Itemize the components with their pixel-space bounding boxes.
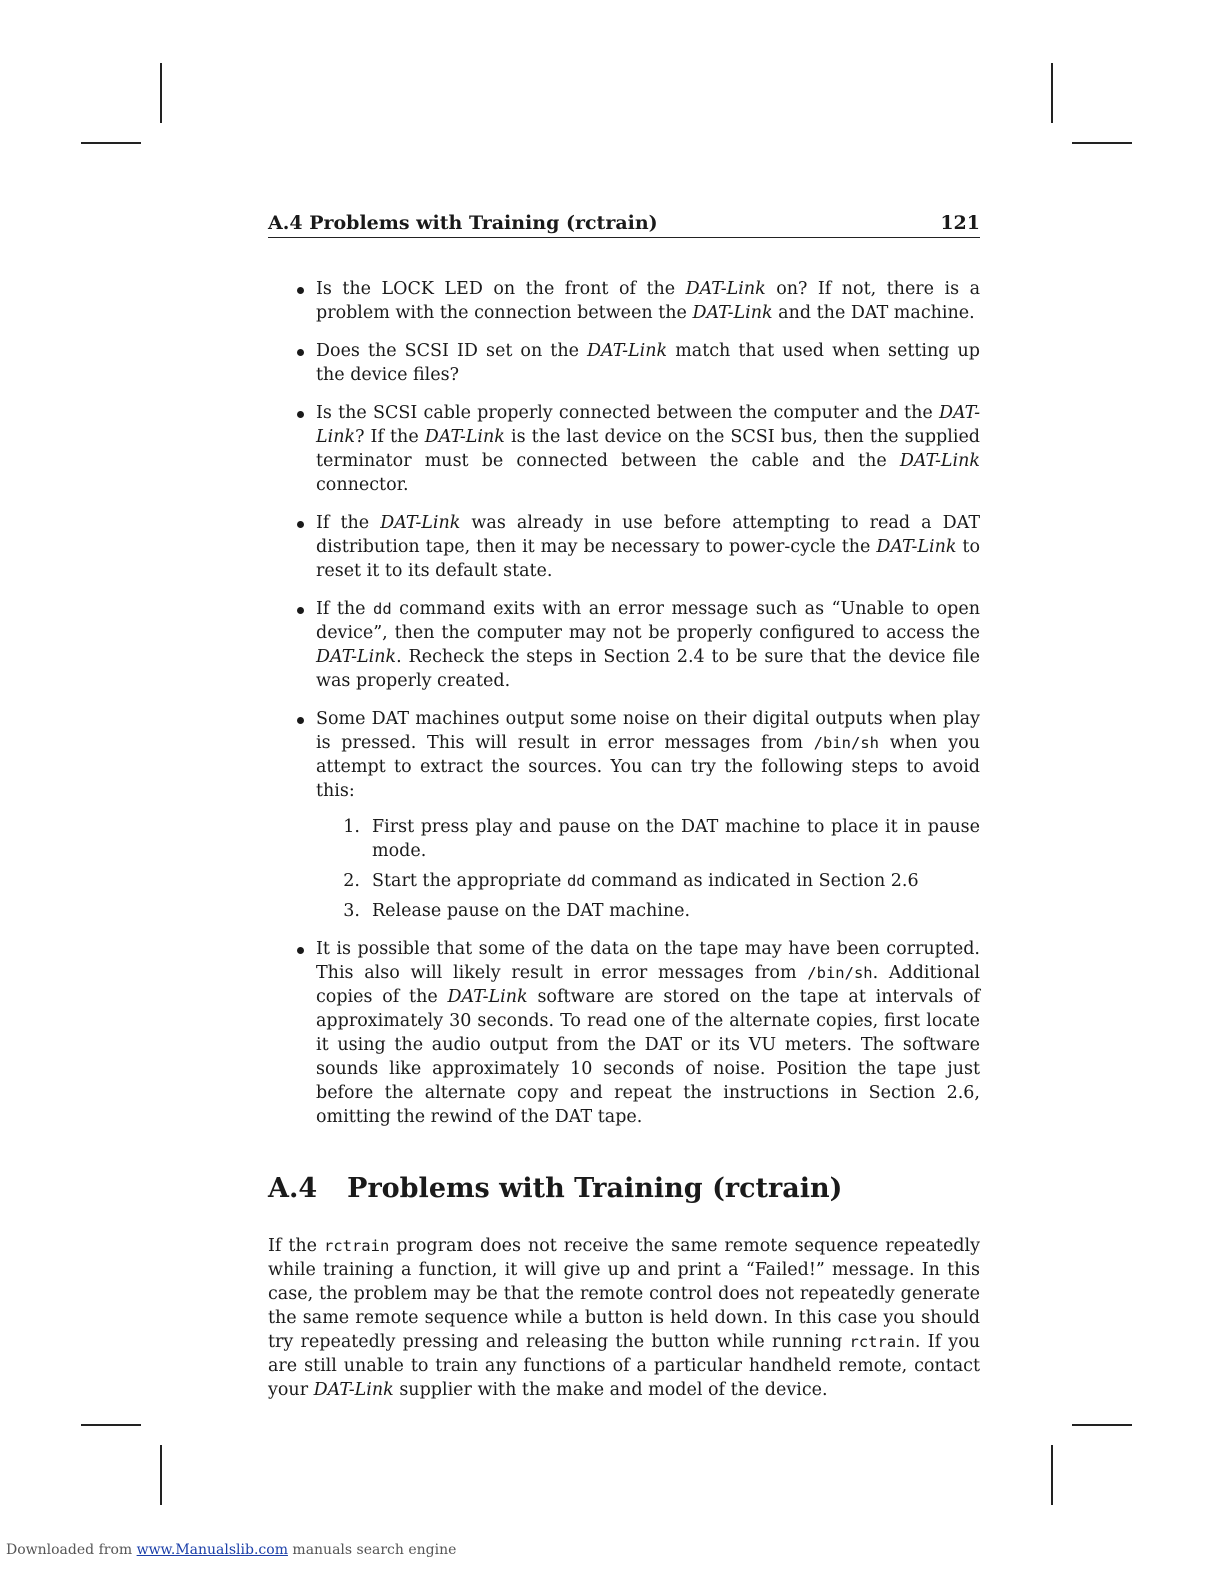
text-run: Is the SCSI cable properly connected between the computer and the	[316, 403, 939, 423]
list-item	[268, 511, 980, 583]
page-number: 121	[940, 212, 980, 234]
text-run: ? If the	[355, 427, 425, 447]
text-run: If the	[316, 513, 381, 533]
list-item-text	[316, 277, 980, 325]
step-number: 3.	[343, 901, 360, 921]
text-run: when you attempt to extract the sources. You can try the following steps to avoid this:	[316, 733, 980, 801]
list-item-text	[316, 339, 980, 387]
product-name: DAT-Link	[685, 279, 766, 299]
product-name: DAT-Link	[316, 403, 980, 447]
section-heading	[268, 1173, 980, 1204]
text-run: Is the LOCK LED on the front of the	[316, 279, 686, 299]
text-run: on? If not, there is a problem with the connection between the	[316, 279, 981, 323]
list-item-text	[316, 707, 980, 803]
text-run: . Additional copies of the	[316, 963, 980, 1007]
text-run: command exits with an error message such as “Unable to open device”, then the computer may not be properly configured to access the	[316, 599, 980, 643]
text-run: If the	[316, 599, 374, 619]
text-run: . Recheck the steps in Section 2.4 to be sure that the device file was properly created.	[316, 647, 980, 691]
crop-mark	[81, 1424, 141, 1426]
text-run: Start the appropriate	[372, 871, 567, 891]
list-item	[268, 597, 980, 693]
page-content	[268, 212, 980, 1402]
text-run: . If you are still unable to train any functions of a particular handheld remote, contact your	[268, 1332, 980, 1400]
product-name: DAT-Link	[424, 427, 505, 447]
text-run: Release pause on the DAT machine.	[372, 901, 691, 921]
step-item	[316, 815, 980, 863]
product-name: DAT-Link	[313, 1380, 394, 1400]
text-run: First press play and pause on the DAT machine to place it in pause mode.	[372, 817, 980, 861]
footer-prefix: Downloaded from	[6, 1542, 137, 1558]
list-item	[268, 937, 980, 1129]
code-text: /bin/sh	[807, 964, 873, 982]
text-run: program does not receive the same remote sequence repeatedly while training a function, it will give up and print a “Failed!” message. In this case, the problem may be that the remote control does not repeatedly generate the same remote sequence while a button is held down. In this case you should try repeatedly pressing and releasing the button while running	[268, 1236, 980, 1352]
running-title: A.4 Problems with Training (rctrain)	[268, 212, 658, 234]
crop-mark	[1051, 63, 1053, 123]
text-run: Does the SCSI ID set on the	[316, 341, 587, 361]
crop-mark	[1072, 142, 1132, 144]
product-name: DAT-Link	[380, 513, 461, 533]
footer-suffix: manuals search engine	[287, 1542, 457, 1558]
code-text: dd	[566, 872, 586, 890]
text-run: It is possible that some of the data on the tape may have been corrupted. This also will likely result in error messages from	[316, 939, 980, 983]
product-name: DAT-Link	[876, 537, 957, 557]
list-item	[268, 277, 980, 325]
numbered-steps	[316, 815, 980, 923]
section-paragraph	[268, 1234, 980, 1402]
code-text: rctrain	[849, 1333, 915, 1351]
crop-mark	[1051, 1445, 1053, 1505]
list-item	[268, 401, 980, 497]
product-name: DAT-Link	[899, 451, 980, 471]
list-item	[268, 707, 980, 923]
text-run: match that used when setting up the device files?	[316, 341, 980, 385]
step-number: 1.	[343, 817, 360, 837]
text-run: software are stored on the tape at intervals of approximately 30 seconds. To read one of the alternate copies, first locate it using the audio output from the DAT or its VU meters. The software sounds like approximately 10 seconds of noise. Position the tape just before the alternate copy and repeat the instructions in Section 2.6, omitting the rewind of the DAT tape.	[316, 987, 981, 1127]
manualslib-link[interactable]: www.Manualslib.com	[136, 1542, 288, 1558]
text-run: and the DAT machine.	[772, 303, 975, 323]
running-header	[268, 212, 980, 238]
text-run: Some DAT machines output some noise on their digital outputs when play is pressed. This will result in error messages from	[316, 709, 980, 753]
product-name: DAT-Link	[587, 341, 668, 361]
crop-mark	[160, 1445, 162, 1505]
step-item	[316, 899, 980, 923]
text-run: is the last device on the SCSI bus, then the supplied terminator must be connected between the cable and the	[316, 427, 980, 471]
product-name: DAT-Link	[316, 647, 397, 667]
section-title: Problems with Training (rctrain)	[347, 1173, 843, 1204]
code-text: /bin/sh	[813, 734, 879, 752]
step-text	[372, 815, 980, 863]
code-text: rctrain	[323, 1237, 390, 1255]
step-item	[316, 869, 980, 893]
code-text: dd	[373, 600, 392, 618]
list-item	[268, 339, 980, 387]
list-item-text	[316, 597, 980, 693]
download-footer	[6, 1542, 456, 1558]
step-text	[372, 899, 980, 923]
step-number: 2.	[343, 871, 360, 891]
list-item-text	[316, 401, 980, 497]
troubleshooting-list	[268, 277, 980, 1129]
crop-mark	[81, 142, 141, 144]
text-run: was already in use before attempting to read a DAT distribution tape, then it may be necessary to power-cycle the	[316, 513, 980, 557]
text-run: to reset it to its default state.	[316, 537, 980, 581]
step-text	[372, 869, 980, 893]
text-run: connector.	[316, 475, 409, 495]
text-run: supplier with the make and model of the device.	[393, 1380, 828, 1400]
section-number: A.4	[268, 1173, 318, 1204]
list-item-text	[316, 511, 980, 583]
list-item-text	[316, 937, 980, 1129]
crop-mark	[160, 63, 162, 123]
product-name: DAT-Link	[447, 987, 528, 1007]
crop-mark	[1072, 1424, 1132, 1426]
text-run: command as indicated in Section 2.6	[585, 871, 919, 891]
text-run: If the	[268, 1236, 324, 1256]
product-name: DAT-Link	[692, 303, 773, 323]
